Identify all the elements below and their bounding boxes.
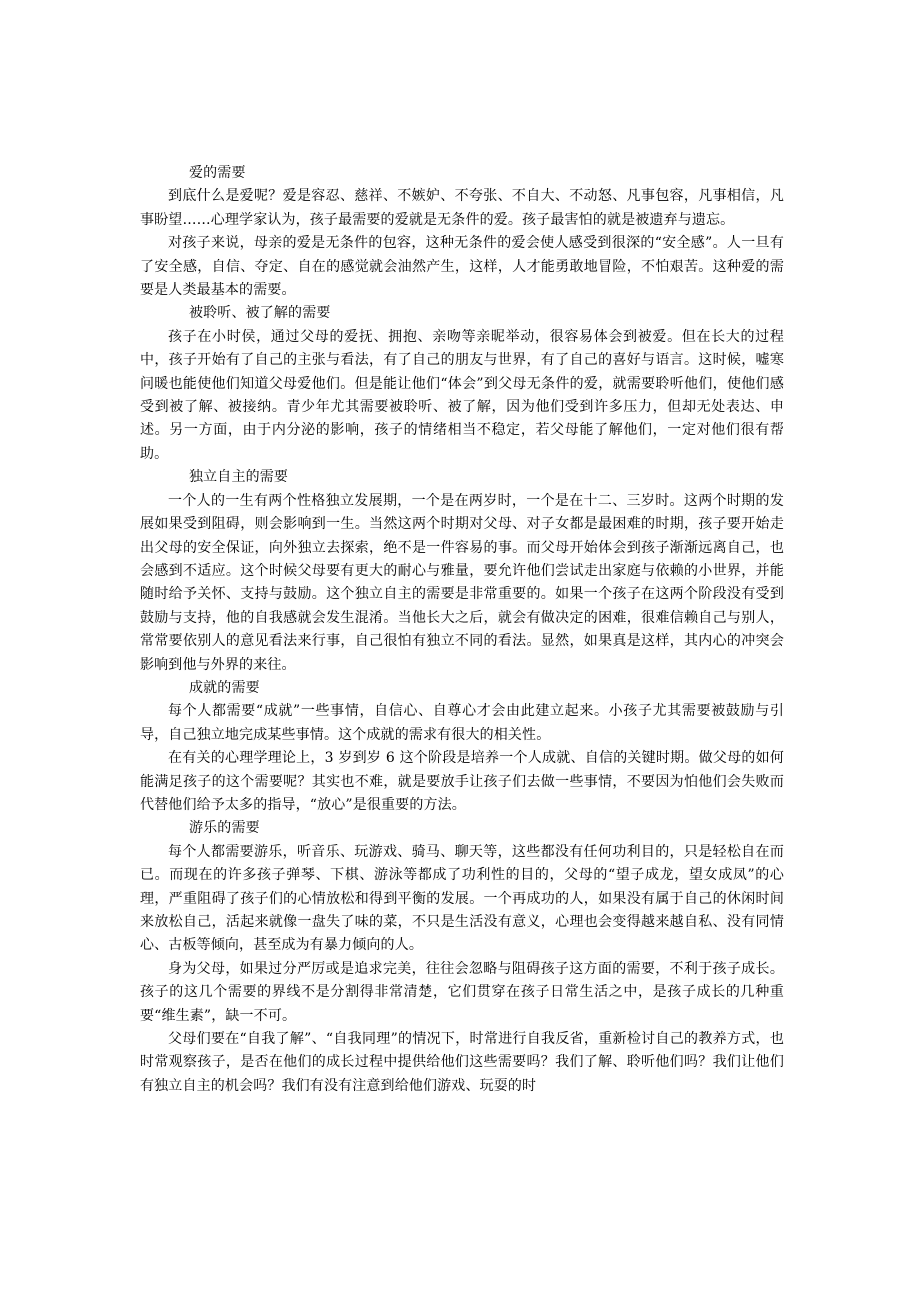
paragraph: 到底什么是爱呢？爱是容忍、慈祥、不嫉妒、不夸张、不自大、不动怒、凡事包容，凡事相信，凡事盼望……心理学家认为，孩子最需要的爱就是无条件的爱。孩子最害怕的就是被遗弃与遗忘。 xyxy=(140,188,784,228)
paragraph: 对孩子来说，母亲的爱是无条件的包容，这种无条件的爱会使人感受到很深的“安全感”。人一旦有了安全感，自信、夺定、自在的感觉就会油然产生，这样，人才能勇敢地冒险，不怕艰苦。这种爱的需要是人类最基本的需要。 xyxy=(140,235,784,299)
paragraph: 在有关的心理学理论上，3 岁到岁 6 这个阶段是培养一个人成就、自信的关键时期。做父母的如何能满足孩子的这个需要呢？其实也不难，就是要放手让孩子们去做一些事情，不要因为怕他们会失败而代替他们给予太多的指导，“放心”是很重要的方法。 xyxy=(140,750,784,813)
paragraph: 父母们要在“自我了解”、“自我同理”的情况下，时常进行自我反省，重新检讨自己的教养方式，也时常观察孩子，是否在他们的成长过程中提供给他们这些需要吗？我们了解、聆听他们吗？我们让他们有独立自主的机会吗？我们有没有注意到给他们游戏、玩耍的时 xyxy=(140,1031,784,1094)
paragraph: 一个人的一生有两个性格独立发展期，一个是在两岁时，一个是在十二、三岁时。这两个时期的发展如果受到阻碍，则会影响到一生。当然这两个时期对父母、对子女都是最困难的时期，孩子要开始走出父母的安全保证，向外独立去探索，绝不是一件容易的事。而父母开始体会到孩子渐渐远离自己，也会感到不适应。这个时候父母要有更大的耐心与雅量，要允许他们尝试走出家庭与依赖的小世界，并能随时给予关怀、支持与鼓励。这个独立自主的需要是非常重要的。如果一个孩子在这两个阶段没有受到鼓励与支持，他的自我感就会发生混淆。当他长大之后，就会有做决定的困难，很难信赖自己与别人，常常要依别人的意见看法来行事，自己很怕有独立不同的看法。显然，如果真是这样，其内心的冲突会影响到他与外界的来往。 xyxy=(140,492,784,673)
section-heading-listening: 被聆听、被了解的需要 xyxy=(189,305,331,322)
section-heading-achievement: 成就的需要 xyxy=(189,679,260,696)
paragraph: 每个人都需要游乐，听音乐、玩游戏、骑马、聊天等，这些都没有任何功利目的，只是轻松自在而已。而现在的许多孩子弹琴、下棋、游泳等都成了功利性的目的，父母的“望子成龙，望女成凤”的心理，严重阻碍了孩子们的心情放松和得到平衡的发展。一个再成功的人，如果没有属于自己的休闲时间来放松自己，活起来就像一盘失了味的菜，不只是生活没有意义，心理也会变得越来越自私、没有同情心、古板等倾向，甚至成为有暴力倾向的人。 xyxy=(140,843,784,954)
section-heading-love: 爱的需要 xyxy=(189,165,246,181)
paragraph: 身为父母，如果过分严厉或是追求完美，往往会忽略与阻碍孩子这方面的需要，不利于孩子成长。孩子的这几个需要的界线不是分割得非常清楚，它们贯穿在孩子日常生活之中，是孩子成长的几种重要“维生素”，缺一不可。 xyxy=(140,960,784,1024)
paragraph: 每个人都需要“成就”一些事情，自信心、自尊心才会由此建立起来。小孩子尤其需要被鼓励与引导，自己独立地完成某些事情。这个成就的需求有很大的相关性。 xyxy=(140,703,784,743)
paragraph: 孩子在小时侯，通过父母的爱抚、拥抱、亲吻等亲昵举动，很容易体会到被爱。但在长大的过程中，孩子开始有了自己的主张与看法，有了自己的朋友与世界，有了自己的喜好与语言。这时候，嘘寒问暖也能使他们知道父母爱他们。但是能让他们“体会”到父母无条件的爱，就需要聆听他们，使他们感受到被了解、被接纳。青少年尤其需要被聆听、被了解，因为他们受到许多压力，但却无处表达、申述。另一方面，由于内分泌的影响，孩子的情绪相当不稳定，若父母能了解他们，一定对他们很有帮助。 xyxy=(140,328,784,462)
article-body xyxy=(140,162,784,1098)
section-heading-independence: 独立自主的需要 xyxy=(189,469,289,486)
section-heading-play: 游乐的需要 xyxy=(189,820,260,837)
